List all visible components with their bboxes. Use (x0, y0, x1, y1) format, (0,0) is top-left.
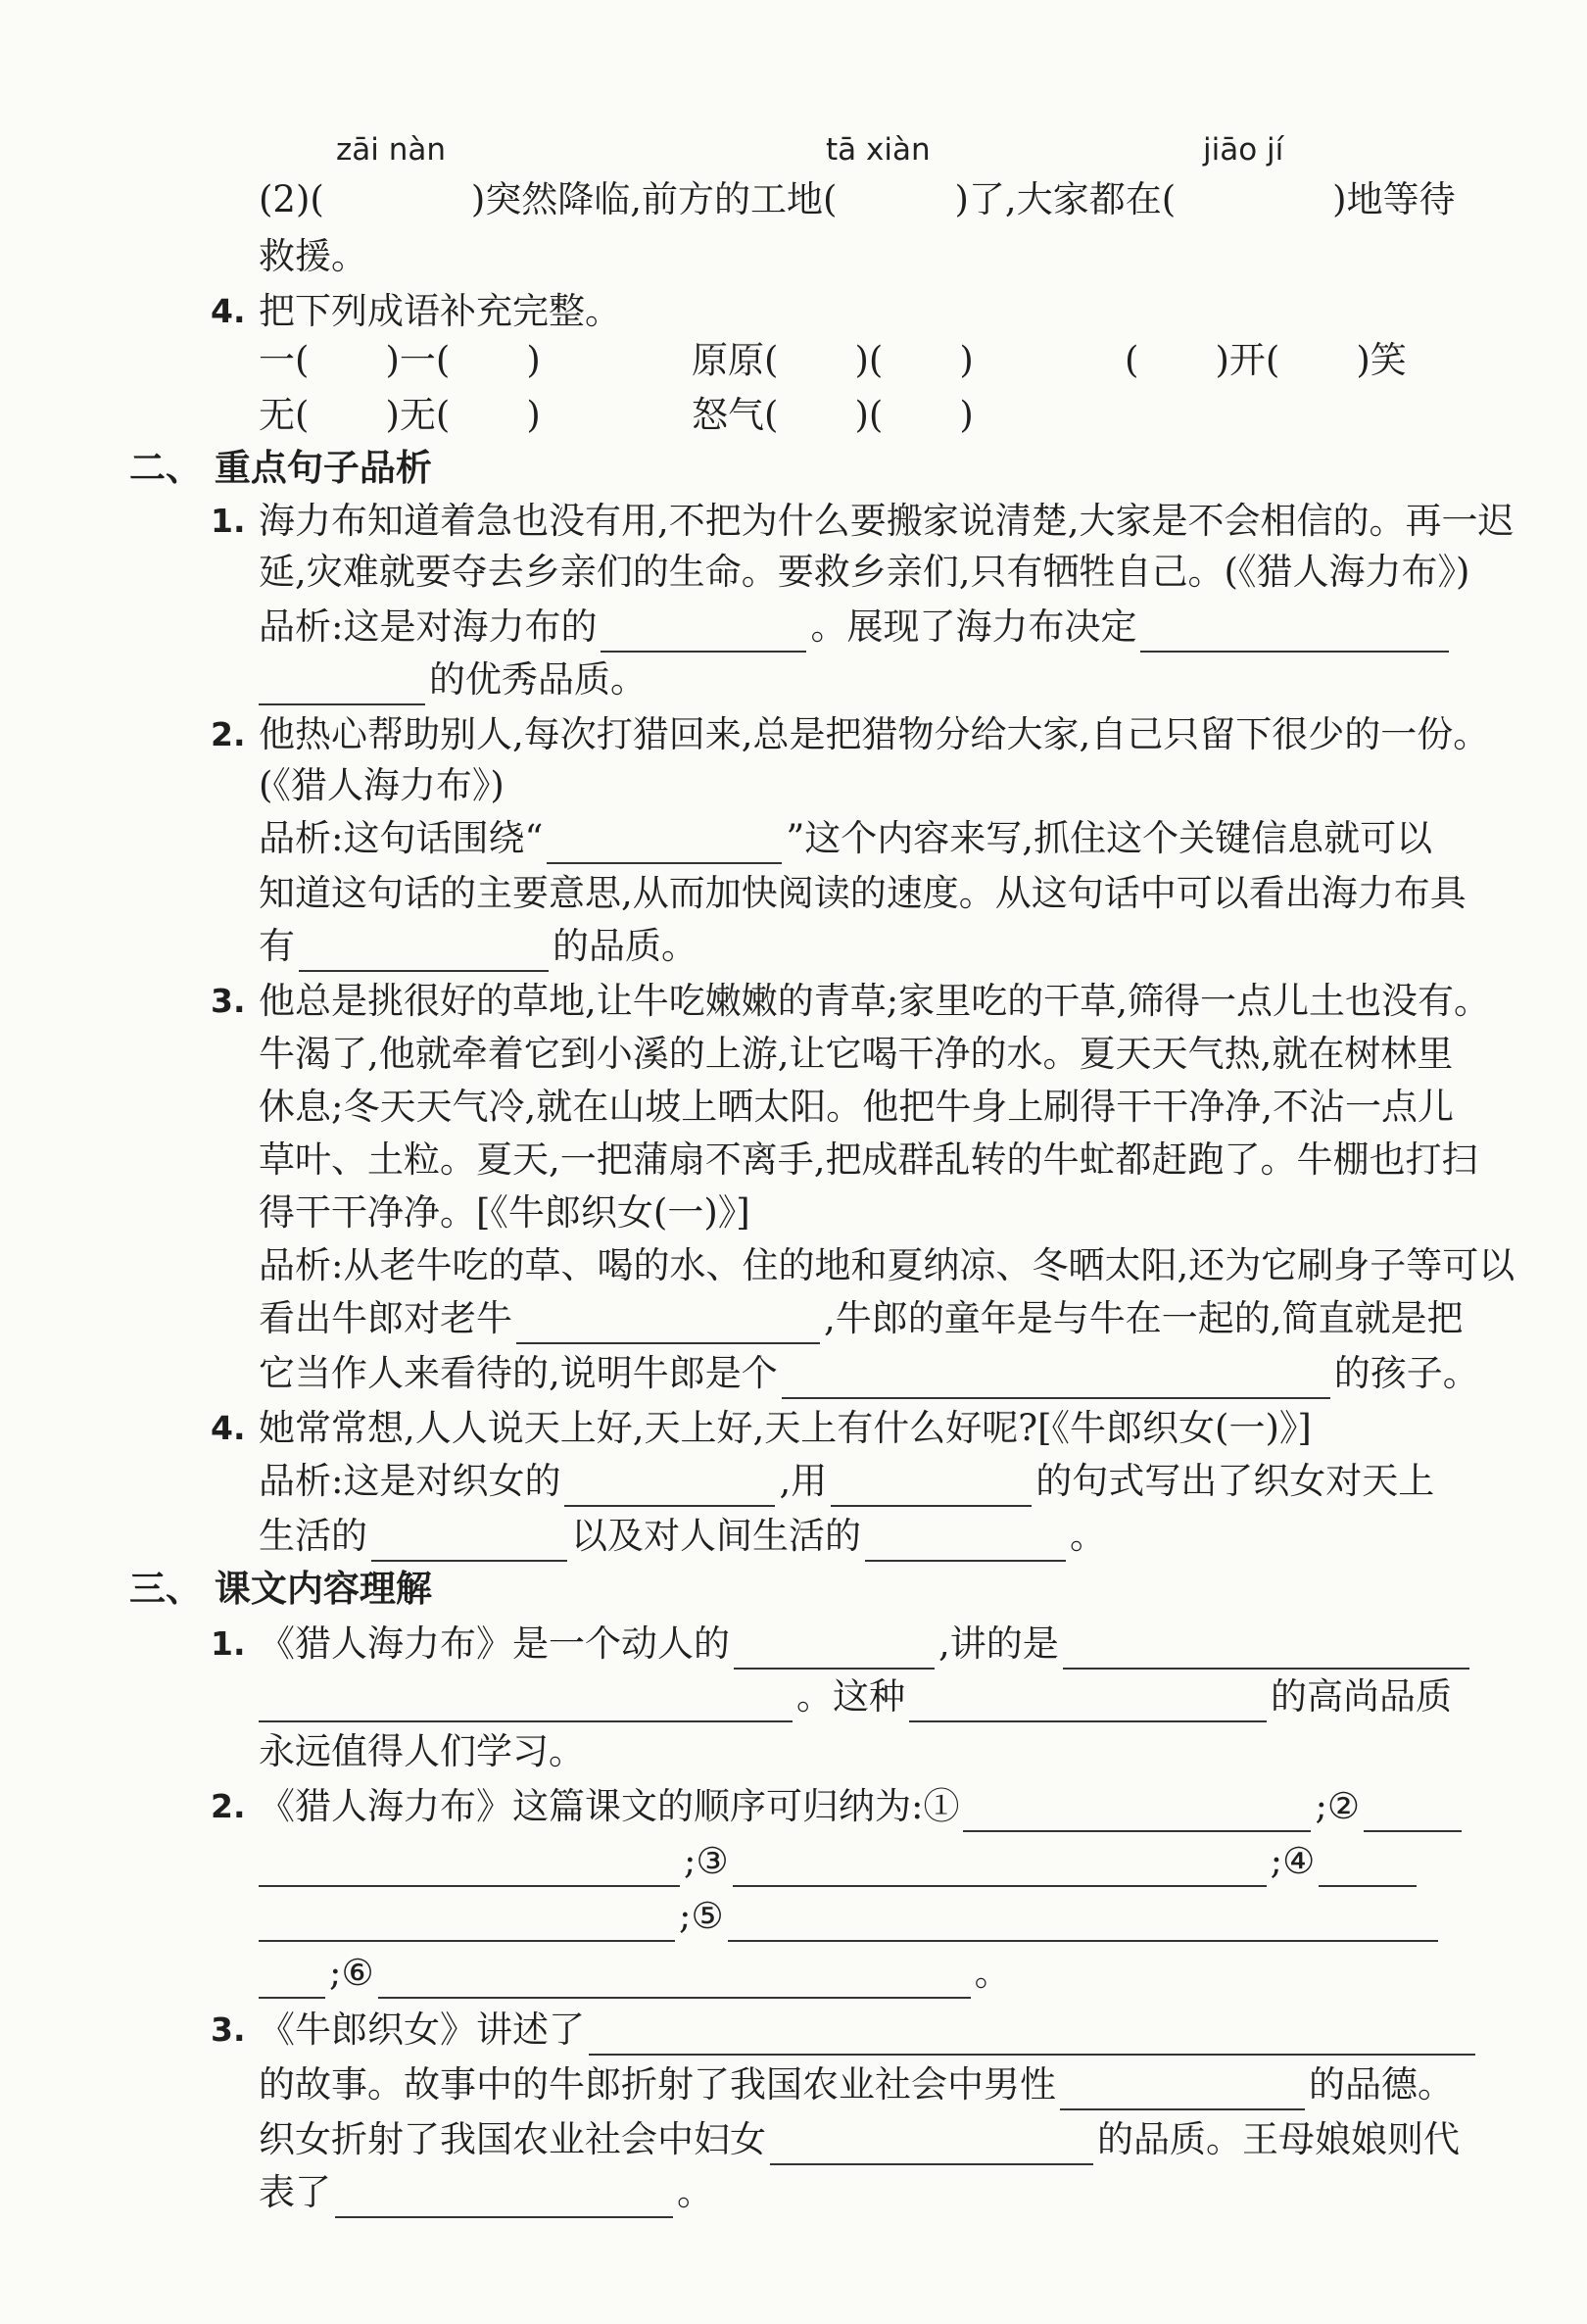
prompt-text: 。这种 (796, 1675, 905, 1718)
prompt-text: 。展现了海力布决定 (810, 605, 1137, 648)
idiom-text: 怒气( (692, 394, 779, 436)
prompt-text: ,讲的是 (938, 1622, 1059, 1665)
prompt-text: 生活的 (259, 1515, 367, 1557)
prompt-text: 。 (974, 1952, 1011, 1994)
prompt-text: 它当作人来看待的,说明牛郎是个 (259, 1352, 778, 1394)
idiom-text: )( (854, 339, 884, 381)
answer-blank[interactable] (734, 1628, 935, 1670)
s2-item3-line3: 休息;冬天天气冷,就在山坡上晒太阳。他把牛身上刷得干干净净,不沾一点儿 (259, 1086, 1454, 1128)
answer-blank[interactable] (259, 1681, 793, 1722)
prompt-text: ,牛郎的童年是与牛在一起的,简直就是把 (824, 1297, 1464, 1339)
answer-blank[interactable] (909, 1681, 1267, 1722)
s3-item3-line2 (259, 2059, 1454, 2110)
answer-blank[interactable] (589, 2014, 1475, 2056)
idiom-text: 原原( (692, 339, 779, 381)
q3-2-label: (2)( (259, 178, 324, 220)
s2-item3-line4: 草叶、土粒。夏天,一把蒲扇不离手,把成群乱转的牛虻都赶跑了。牛棚也打扫 (259, 1138, 1478, 1181)
answer-blank[interactable] (335, 2177, 673, 2218)
answer-blank[interactable] (728, 1901, 1438, 1942)
s2-item2-line1: 他热心帮助别人,每次打猎回来,总是把猎物分给大家,自己只留下很少的一份。 (259, 713, 1490, 755)
s3-item2-line3 (259, 1891, 1442, 1942)
answer-blank[interactable] (963, 1791, 1311, 1832)
prompt-text: 有 (259, 925, 295, 967)
s3-item3-line4 (259, 2167, 713, 2218)
s2-item4-answer-line2 (259, 1511, 1106, 1562)
prompt-text: 《牛郎织女》讲述了 (259, 2009, 585, 2051)
prompt-text: 看出牛郎对老牛 (259, 1297, 512, 1339)
prompt-text: 表了 (259, 2171, 331, 2213)
idiom-text: ) (959, 339, 974, 381)
answer-blank[interactable] (259, 1901, 675, 1942)
prompt-text: 的故事。故事中的牛郎折射了我国农业社会中男性 (259, 2063, 1056, 2106)
s2-item2-answer-line2: 知道这句话的主要意思,从而加快阅读的速度。从这句话中可以看出海力布具 (259, 872, 1467, 914)
prompt-text: ”这个内容来写,抓住这个关键信息就可以 (786, 817, 1433, 859)
idiom-text: ) (526, 339, 541, 381)
prompt-text: 。 (677, 2171, 713, 2213)
idiom-text: )开( (1215, 339, 1280, 381)
answer-blank[interactable] (770, 2124, 1093, 2165)
prompt-text: ;⑥ (329, 1952, 374, 1994)
prompt-text: 的孩子。 (1333, 1352, 1479, 1394)
s2-item1-line2: 延,灾难就要夺去乡亲们的生命。要救乡亲们,只有牺牲自己。(《猎人海力布》) (259, 551, 1470, 593)
prompt-text: ;⑤ (679, 1895, 724, 1937)
s3-item1-line1 (259, 1619, 1473, 1670)
prompt-text: ;② (1315, 1785, 1361, 1827)
idiom-row2-a (259, 390, 541, 441)
s3-item2-line2 (259, 1836, 1420, 1887)
prompt-text: 的品德。 (1309, 2063, 1454, 2106)
answer-blank[interactable] (1140, 611, 1449, 653)
answer-blank[interactable] (831, 1466, 1032, 1507)
answer-blank[interactable] (601, 611, 806, 653)
idiom-text: 一( (259, 339, 310, 381)
prompt-text: 品析:这是对织女的 (259, 1460, 561, 1502)
answer-blank[interactable] (259, 1846, 680, 1887)
answer-blank[interactable] (1060, 2069, 1305, 2110)
answer-blank[interactable] (1319, 1846, 1417, 1887)
answer-blank[interactable] (371, 1521, 567, 1562)
q3-2-part3: )地等待 (1332, 178, 1456, 220)
idiom-row1-a (259, 335, 541, 386)
idiom-text: ) (959, 394, 974, 436)
pinyin-taxian: tā xiàn (826, 132, 931, 168)
s2-item3-line2: 牛渴了,他就牵着它到小溪的上游,让它喝干净的水。夏天天气热,就在树林里 (259, 1033, 1454, 1075)
q4-number: 4. (211, 292, 246, 330)
s2-item3-answer-line3 (259, 1348, 1479, 1399)
idiom-text: ( (1125, 339, 1139, 381)
idiom-text: 无( (259, 394, 310, 436)
s2-item3-answer-line1: 品析:从老牛吃的草、喝的水、住的地和夏纳凉、冬晒太阳,还为它刷身子等可以 (259, 1244, 1515, 1286)
prompt-text: 织女折射了我国农业社会中妇女 (259, 2118, 766, 2160)
s2-item1-answer-line1 (259, 602, 1453, 653)
prompt-text: 的品质。王母娘娘则代 (1097, 2118, 1460, 2160)
prompt-text: 以及对人间生活的 (571, 1515, 861, 1557)
s3-item3-line1 (259, 2005, 1479, 2056)
s2-item4-line1: 她常常想,人人说天上好,天上好,天上有什么好呢?[《牛郎织女(一)》] (259, 1407, 1312, 1449)
answer-blank[interactable] (1063, 1628, 1469, 1670)
q3-2-line2: 救援。 (259, 235, 367, 277)
prompt-text: 。 (1070, 1515, 1106, 1557)
idiom-row1-c (1125, 335, 1407, 386)
section3-heading: 三、 课文内容理解 (129, 1568, 432, 1610)
prompt-text: ;④ (1270, 1840, 1316, 1882)
idiom-row2-b (692, 390, 974, 441)
s3-item2-line1 (259, 1781, 1466, 1832)
idiom-row1-b (692, 335, 974, 386)
s2-item4-number: 4. (211, 1409, 246, 1447)
s3-item1-line3: 永远值得人们学习。 (259, 1730, 585, 1772)
idiom-text: ) (526, 394, 541, 436)
answer-blank[interactable] (782, 1358, 1330, 1399)
q3-2-line1 (259, 174, 1456, 225)
answer-blank[interactable] (1364, 1791, 1462, 1832)
answer-blank[interactable] (564, 1466, 775, 1507)
prompt-text: 的高尚品质 (1271, 1675, 1452, 1718)
answer-blank[interactable] (259, 1958, 325, 1999)
answer-blank[interactable] (733, 1846, 1267, 1887)
prompt-text: 品析:这句话围绕“ (259, 817, 544, 859)
prompt-text: 的品质。 (553, 925, 697, 967)
answer-blank[interactable] (259, 664, 425, 705)
s2-item2-line2: (《猎人海力布》) (259, 764, 505, 806)
s2-item1-number: 1. (211, 502, 246, 540)
answer-blank[interactable] (378, 1958, 971, 1999)
pinyin-zainan: zāi nàn (336, 132, 447, 168)
s2-item2-answer-line3 (259, 921, 697, 972)
answer-blank[interactable] (516, 1303, 820, 1344)
s2-item3-number: 3. (211, 982, 246, 1020)
idiom-text: )无( (385, 394, 451, 436)
s3-item3-line3 (259, 2114, 1460, 2165)
pinyin-jiaoji: jiāo jí (1203, 132, 1284, 168)
s2-item1-answer-line2 (259, 654, 647, 705)
q3-2-part1: )突然降临,前方的工地( (470, 178, 838, 220)
prompt-text: 《猎人海力布》这篇课文的顺序可归纳为:① (259, 1785, 960, 1827)
s2-item2-number: 2. (211, 715, 246, 753)
s2-item3-answer-line2 (259, 1293, 1464, 1344)
idiom-text: )一( (385, 339, 451, 381)
s2-item4-answer-line1 (259, 1456, 1434, 1507)
section2-heading: 二、 重点句子品析 (129, 447, 432, 489)
s2-item3-line5: 得干干净净。[《牛郎织女(一)》] (259, 1191, 750, 1234)
answer-blank[interactable] (299, 931, 549, 972)
s3-item3-number: 3. (211, 2010, 246, 2049)
s2-item1-line1: 海力布知道着急也没有用,不把为什么要搬家说清楚,大家是不会相信的。再一迟 (259, 500, 1515, 542)
idiom-text: )笑 (1356, 339, 1407, 381)
s2-item2-answer-line1 (259, 813, 1432, 864)
answer-blank[interactable] (547, 823, 782, 864)
s2-item3-line1: 他总是挑很好的草地,让牛吃嫩嫩的青草;家里吃的干草,筛得一点儿土也没有。 (259, 980, 1490, 1022)
s3-item2-number: 2. (211, 1787, 246, 1825)
s3-item2-line4 (259, 1948, 1011, 1999)
prompt-text: ;③ (684, 1840, 729, 1882)
prompt-text: 的优秀品质。 (429, 658, 647, 701)
q3-2-part2: )了,大家都在( (954, 178, 1177, 220)
q4-text: 把下列成语补充完整。 (259, 290, 621, 332)
s3-item1-line2 (259, 1671, 1452, 1722)
answer-blank[interactable] (865, 1521, 1066, 1562)
prompt-text: 的句式写出了织女对天上 (1035, 1460, 1435, 1502)
prompt-text: 品析:这是对海力布的 (259, 605, 598, 648)
s3-item1-number: 1. (211, 1624, 246, 1663)
prompt-text: 《猎人海力布》是一个动人的 (259, 1622, 730, 1665)
prompt-text: ,用 (779, 1460, 828, 1502)
idiom-text: )( (854, 394, 884, 436)
